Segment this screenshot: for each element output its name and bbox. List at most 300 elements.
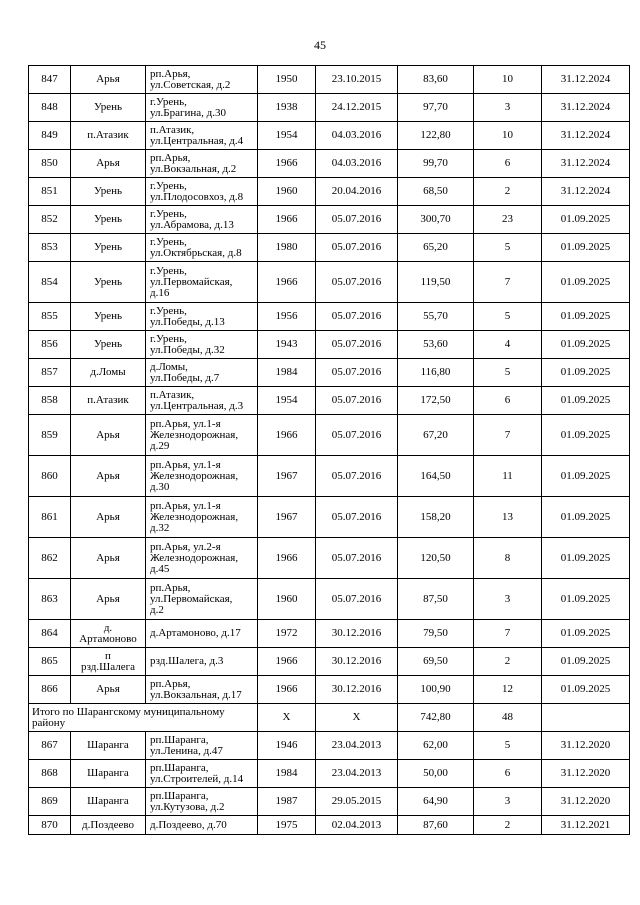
residents-count-cell xyxy=(474,648,542,676)
year-built-text: 1966 xyxy=(275,275,298,288)
address-cell xyxy=(146,359,258,387)
area-text: 164,50 xyxy=(420,469,451,482)
locality-cell xyxy=(71,206,146,234)
year-built-cell xyxy=(258,206,316,234)
table-row xyxy=(29,732,630,760)
locality-cell xyxy=(71,456,146,497)
recognition-date-cell xyxy=(316,331,398,359)
year-built-cell xyxy=(258,788,316,816)
area-text: 65,20 xyxy=(423,241,448,253)
address-text: г.Урень, xyxy=(150,235,187,248)
address-text: г.Урень, xyxy=(150,332,187,345)
total-label-cell xyxy=(29,704,258,732)
locality-cell xyxy=(71,760,146,788)
area-cell xyxy=(398,579,474,620)
total-area-cell: 742,80 xyxy=(398,704,474,732)
address-cell xyxy=(146,676,258,704)
locality-cell xyxy=(71,816,146,835)
resettlement-deadline-text: 31.12.2024 xyxy=(560,73,611,85)
resettlement-deadline-text: 01.09.2025 xyxy=(560,683,611,695)
recognition-date-cell xyxy=(316,497,398,538)
recognition-date-cell xyxy=(316,760,398,788)
resettlement-deadline-text: 31.12.2024 xyxy=(560,157,611,169)
address-cell xyxy=(146,732,258,760)
recognition-date-text: 05.07.2016 xyxy=(331,469,382,482)
row-number-cell xyxy=(29,234,71,262)
address-text: ул.Центральная, д.4 xyxy=(150,134,244,147)
locality-cell xyxy=(71,497,146,538)
recognition-date-cell xyxy=(316,415,398,456)
address-cell xyxy=(146,331,258,359)
address-cell xyxy=(146,150,258,178)
address-text: ул.Кутузова, д.2 xyxy=(150,800,225,813)
row-number-text: 867 xyxy=(41,739,58,751)
address-text: д.Артамоново, д.17 xyxy=(150,627,241,639)
residents-count-text: 7 xyxy=(504,275,511,288)
address-cell xyxy=(146,620,258,648)
residents-count-cell xyxy=(474,94,542,122)
residents-count-text: 2 xyxy=(504,185,511,197)
locality-text: Артамоново xyxy=(79,632,137,645)
residents-count-text: 7 xyxy=(504,627,511,639)
address-cell xyxy=(146,788,258,816)
recognition-date-text: 05.07.2016 xyxy=(331,275,382,288)
recognition-date-cell xyxy=(316,359,398,387)
year-built-cell xyxy=(258,538,316,579)
locality-text: д.Ломы xyxy=(90,366,126,378)
area-text: 69,50 xyxy=(423,655,448,667)
locality-text: Арья xyxy=(96,592,120,605)
address-cell xyxy=(146,760,258,788)
address-text: рп.Шаранга, xyxy=(150,733,209,746)
residents-count-text: 23 xyxy=(502,213,513,225)
resettlement-deadline-cell xyxy=(542,234,630,262)
row-number-text: 858 xyxy=(41,394,58,406)
residents-count-cell xyxy=(474,620,542,648)
address-text: д.45 xyxy=(150,562,170,575)
year-built-cell xyxy=(258,331,316,359)
resettlement-deadline-cell xyxy=(542,816,630,835)
recognition-date-text: 02.04.2013 xyxy=(331,818,382,831)
recognition-date-cell xyxy=(316,206,398,234)
resettlement-deadline-cell xyxy=(542,788,630,816)
row-number-text: 856 xyxy=(41,338,58,350)
locality-text: Арья xyxy=(96,157,120,169)
residents-count-cell xyxy=(474,816,542,835)
residents-count-text: 4 xyxy=(504,338,511,350)
address-text: рп.Арья, ул.2-я xyxy=(150,540,221,553)
locality-text: Шаранга xyxy=(87,767,129,779)
address-text: п.Атазик, xyxy=(150,123,195,136)
recognition-date-cell xyxy=(316,538,398,579)
year-built-cell xyxy=(258,497,316,538)
year-built-text: 1972 xyxy=(275,627,298,639)
address-text: д.32 xyxy=(150,521,170,534)
resettlement-deadline-cell xyxy=(542,415,630,456)
resettlement-deadline-cell xyxy=(542,579,630,620)
area-text: 172,50 xyxy=(420,394,451,406)
residents-count-cell xyxy=(474,538,542,579)
recognition-date-text: 05.07.2016 xyxy=(331,394,382,406)
area-text: 158,20 xyxy=(420,510,451,523)
area-text: 300,70 xyxy=(420,213,451,225)
row-number-text: 850 xyxy=(41,157,58,169)
row-number-cell xyxy=(29,732,71,760)
recognition-date-cell xyxy=(316,150,398,178)
recognition-date-text: 05.07.2016 xyxy=(331,241,382,253)
locality-text: Арья xyxy=(96,510,120,523)
address-text: д.2 xyxy=(150,603,164,616)
locality-text: Урень xyxy=(93,275,123,288)
address-cell xyxy=(146,66,258,94)
table-row xyxy=(29,150,630,178)
total-count-cell: 48 xyxy=(474,704,542,732)
year-built-text: 1984 xyxy=(275,767,298,779)
address-text: ул.Плодосовхоз, д.8 xyxy=(150,190,244,203)
address-cell xyxy=(146,206,258,234)
area-text: 67,20 xyxy=(423,428,448,441)
table-row xyxy=(29,648,630,676)
resettlement-deadline-text: 01.09.2025 xyxy=(560,394,611,406)
housing-register-table xyxy=(28,65,630,835)
resettlement-deadline-text: 01.09.2025 xyxy=(560,241,611,253)
resettlement-deadline-cell xyxy=(542,732,630,760)
recognition-date-text: 05.07.2016 xyxy=(331,366,382,378)
recognition-date-cell xyxy=(316,456,398,497)
area-cell xyxy=(398,760,474,788)
address-text: ул.Центральная, д.3 xyxy=(150,399,244,412)
table-row xyxy=(29,538,630,579)
resettlement-deadline-cell xyxy=(542,303,630,331)
year-built-text: 1967 xyxy=(275,469,298,482)
recognition-date-text: 20.04.2016 xyxy=(331,185,382,197)
area-cell xyxy=(398,816,474,835)
residents-count-text: 11 xyxy=(502,469,513,482)
row-number-cell xyxy=(29,387,71,415)
residents-count-cell xyxy=(474,387,542,415)
resettlement-deadline-text: 01.09.2025 xyxy=(560,428,611,441)
locality-cell xyxy=(71,788,146,816)
row-number-cell xyxy=(29,178,71,206)
row-number-cell xyxy=(29,538,71,579)
area-text: 68,50 xyxy=(423,185,448,197)
residents-count-text: 3 xyxy=(504,101,511,113)
area-text: 87,60 xyxy=(423,818,448,831)
area-text: 79,50 xyxy=(423,627,448,639)
address-cell xyxy=(146,94,258,122)
residents-count-cell xyxy=(474,262,542,303)
address-cell xyxy=(146,303,258,331)
address-cell xyxy=(146,262,258,303)
table-row xyxy=(29,262,630,303)
row-number-cell xyxy=(29,760,71,788)
recognition-date-text: 05.07.2016 xyxy=(331,213,382,225)
residents-count-cell xyxy=(474,150,542,178)
recognition-date-text: 04.03.2016 xyxy=(331,129,382,141)
address-text: рп.Арья, ул.1-я xyxy=(150,499,221,512)
year-built-text: 1956 xyxy=(275,310,298,322)
residents-count-cell xyxy=(474,497,542,538)
row-number-text: 859 xyxy=(41,428,58,441)
address-text: ул.Вокзальная, д.2 xyxy=(150,162,237,175)
recognition-date-text: 23.10.2015 xyxy=(331,73,382,85)
residents-count-text: 7 xyxy=(504,428,511,441)
locality-text: Арья xyxy=(96,469,120,482)
year-built-text: 1984 xyxy=(275,366,298,378)
address-text: ул.Абрамова, д.13 xyxy=(150,218,234,231)
year-built-cell xyxy=(258,816,316,835)
area-text: 120,50 xyxy=(420,551,451,564)
address-text: ул.Победы, д.13 xyxy=(150,315,225,328)
locality-cell xyxy=(71,331,146,359)
year-built-cell xyxy=(258,262,316,303)
resettlement-deadline-cell xyxy=(542,66,630,94)
year-built-cell xyxy=(258,122,316,150)
area-text: 87,50 xyxy=(423,592,448,605)
table-row xyxy=(29,497,630,538)
address-cell xyxy=(146,122,258,150)
resettlement-deadline-cell xyxy=(542,456,630,497)
residents-count-cell xyxy=(474,732,542,760)
resettlement-deadline-text: 01.09.2025 xyxy=(560,213,611,225)
locality-text: Шаранга xyxy=(87,795,129,807)
locality-text: Урень xyxy=(93,213,123,225)
locality-text: п.Атазик xyxy=(87,129,129,141)
recognition-date-text: 29.05.2015 xyxy=(331,795,382,807)
total-label-text: району xyxy=(32,716,66,729)
area-cell xyxy=(398,331,474,359)
locality-text: Арья xyxy=(96,73,120,85)
year-built-text: 1975 xyxy=(275,818,298,831)
locality-cell xyxy=(71,732,146,760)
locality-cell xyxy=(71,303,146,331)
locality-cell xyxy=(71,66,146,94)
year-built-text: 1980 xyxy=(275,241,298,253)
table-row xyxy=(29,66,630,94)
residents-count-cell xyxy=(474,66,542,94)
area-text: 119,50 xyxy=(420,275,451,288)
recognition-date-text: 30.12.2016 xyxy=(331,627,382,639)
locality-cell xyxy=(71,620,146,648)
resettlement-deadline-cell xyxy=(542,150,630,178)
area-text: 99,70 xyxy=(423,157,448,169)
locality-text: д. xyxy=(103,621,113,634)
recognition-date-cell xyxy=(316,303,398,331)
recognition-date-text: 05.07.2016 xyxy=(331,338,382,350)
year-built-text: 1966 xyxy=(275,655,298,667)
row-number-cell xyxy=(29,331,71,359)
address-cell xyxy=(146,538,258,579)
resettlement-deadline-cell xyxy=(542,178,630,206)
address-text: д.Ломы, xyxy=(150,360,188,373)
resettlement-deadline-text: 31.12.2024 xyxy=(560,101,611,113)
residents-count-text: 13 xyxy=(502,510,513,523)
year-built-text: 1960 xyxy=(275,592,298,605)
resettlement-deadline-text: 01.09.2025 xyxy=(560,310,611,322)
resettlement-deadline-text: 01.09.2025 xyxy=(560,551,611,564)
resettlement-deadline-text: 31.12.2020 xyxy=(560,795,611,807)
year-built-text: 1950 xyxy=(275,73,298,85)
resettlement-deadline-cell xyxy=(542,94,630,122)
locality-cell xyxy=(71,359,146,387)
address-text: ул.Первомайская, xyxy=(150,592,233,605)
residents-count-text: 2 xyxy=(504,818,511,831)
year-built-cell xyxy=(258,94,316,122)
row-number-cell xyxy=(29,150,71,178)
address-text: Железнодорожная, xyxy=(150,428,239,441)
resettlement-deadline-cell xyxy=(542,648,630,676)
area-cell xyxy=(398,206,474,234)
row-number-text: 866 xyxy=(41,683,58,695)
address-text: п.Атазик, xyxy=(150,388,195,401)
year-built-text: 1987 xyxy=(275,795,298,807)
row-number-cell xyxy=(29,456,71,497)
recognition-date-text: 05.07.2016 xyxy=(331,428,382,441)
address-text: Железнодорожная, xyxy=(150,469,239,482)
address-cell xyxy=(146,415,258,456)
row-number-text: 863 xyxy=(41,592,58,605)
table-row xyxy=(29,788,630,816)
row-number-text: 870 xyxy=(41,818,58,831)
recognition-date-cell xyxy=(316,94,398,122)
address-text: рп.Шаранга, xyxy=(150,761,209,774)
area-cell xyxy=(398,359,474,387)
area-cell xyxy=(398,262,474,303)
row-number-text: 849 xyxy=(41,129,58,141)
area-text: 97,70 xyxy=(423,101,448,113)
area-cell xyxy=(398,497,474,538)
row-number-text: 848 xyxy=(41,101,58,113)
year-built-cell xyxy=(258,456,316,497)
resettlement-deadline-text: 31.12.2020 xyxy=(560,767,611,779)
resettlement-deadline-cell xyxy=(542,122,630,150)
address-text: рп.Шаранга, xyxy=(150,789,209,802)
residents-count-cell xyxy=(474,303,542,331)
address-text: д.Поздеево, д.70 xyxy=(150,818,227,831)
address-text: Железнодорожная, xyxy=(150,551,239,564)
residents-count-text: 10 xyxy=(502,129,513,141)
row-number-cell xyxy=(29,788,71,816)
total-row xyxy=(29,704,630,732)
address-text: ул.Советская, д.2 xyxy=(150,78,231,91)
row-number-text: 860 xyxy=(41,469,58,482)
row-number-cell xyxy=(29,122,71,150)
row-number-cell xyxy=(29,303,71,331)
year-built-cell xyxy=(258,732,316,760)
year-built-text: 1960 xyxy=(275,185,298,197)
row-number-cell xyxy=(29,676,71,704)
residents-count-cell xyxy=(474,760,542,788)
row-number-cell xyxy=(29,262,71,303)
address-text: рп.Арья, xyxy=(150,151,191,164)
locality-cell xyxy=(71,234,146,262)
residents-count-text: 6 xyxy=(504,157,511,169)
table-row xyxy=(29,816,630,835)
recognition-date-cell xyxy=(316,122,398,150)
year-built-text: 1966 xyxy=(275,213,298,225)
row-number-cell xyxy=(29,206,71,234)
locality-cell xyxy=(71,94,146,122)
locality-text: Урень xyxy=(93,101,123,113)
table-row xyxy=(29,676,630,704)
resettlement-deadline-text: 01.09.2025 xyxy=(560,366,611,378)
locality-cell xyxy=(71,648,146,676)
residents-count-cell xyxy=(474,456,542,497)
resettlement-deadline-text: 31.12.2024 xyxy=(560,185,611,197)
year-built-text: 1966 xyxy=(275,157,298,169)
residents-count-text: 6 xyxy=(504,767,511,779)
recognition-date-cell xyxy=(316,620,398,648)
locality-text: Урень xyxy=(93,241,123,253)
residents-count-text: 8 xyxy=(504,551,511,564)
residents-count-text: 3 xyxy=(504,795,511,807)
year-built-cell xyxy=(258,150,316,178)
resettlement-deadline-text: 01.09.2025 xyxy=(560,592,611,605)
residents-count-cell xyxy=(474,415,542,456)
area-cell xyxy=(398,66,474,94)
address-text: рп.Арья, ул.1-я xyxy=(150,458,221,471)
locality-text: рзд.Шалега xyxy=(81,660,135,673)
residents-count-cell xyxy=(474,788,542,816)
address-cell xyxy=(146,816,258,835)
address-text: г.Урень, xyxy=(150,264,187,277)
residents-count-cell xyxy=(474,234,542,262)
area-cell xyxy=(398,234,474,262)
area-text: 116,80 xyxy=(420,366,451,378)
table-row xyxy=(29,760,630,788)
address-text: рп.Арья, ул.1-я xyxy=(150,417,221,430)
recognition-date-cell xyxy=(316,816,398,835)
year-built-text: 1938 xyxy=(275,101,298,113)
address-text: ул.Победы, д.7 xyxy=(150,371,220,384)
recognition-date-text: 05.07.2016 xyxy=(331,592,382,605)
year-built-text: 1946 xyxy=(275,739,298,751)
residents-count-text: 5 xyxy=(504,366,511,378)
resettlement-deadline-text: 01.09.2025 xyxy=(560,469,611,482)
page-number: 45 xyxy=(314,38,326,52)
residents-count-cell xyxy=(474,676,542,704)
resettlement-deadline-cell xyxy=(542,359,630,387)
recognition-date-cell xyxy=(316,648,398,676)
recognition-date-cell xyxy=(316,387,398,415)
locality-text: Урень xyxy=(93,310,123,322)
locality-cell xyxy=(71,262,146,303)
recognition-date-cell xyxy=(316,262,398,303)
year-built-cell xyxy=(258,359,316,387)
address-text: ул.Вокзальная, д.17 xyxy=(150,688,242,701)
row-number-text: 851 xyxy=(41,185,58,197)
address-text: д.29 xyxy=(150,439,170,452)
resettlement-deadline-cell xyxy=(542,760,630,788)
resettlement-deadline-text: 01.09.2025 xyxy=(560,627,611,639)
address-text: ул.Ленина, д.47 xyxy=(150,744,223,757)
resettlement-deadline-cell xyxy=(542,497,630,538)
row-number-cell xyxy=(29,579,71,620)
row-number-cell xyxy=(29,415,71,456)
address-text: ул.Победы, д.32 xyxy=(150,343,225,356)
resettlement-deadline-cell xyxy=(542,538,630,579)
recognition-date-text: 04.03.2016 xyxy=(331,157,382,169)
locality-text: Урень xyxy=(93,185,123,197)
total-deadline-cell xyxy=(542,704,630,732)
resettlement-deadline-text: 01.09.2025 xyxy=(560,655,611,667)
row-number-cell xyxy=(29,648,71,676)
row-number-text: 861 xyxy=(41,510,58,523)
locality-text: Урень xyxy=(93,338,123,350)
locality-text: Арья xyxy=(96,683,120,695)
locality-cell xyxy=(71,579,146,620)
year-built-cell xyxy=(258,66,316,94)
